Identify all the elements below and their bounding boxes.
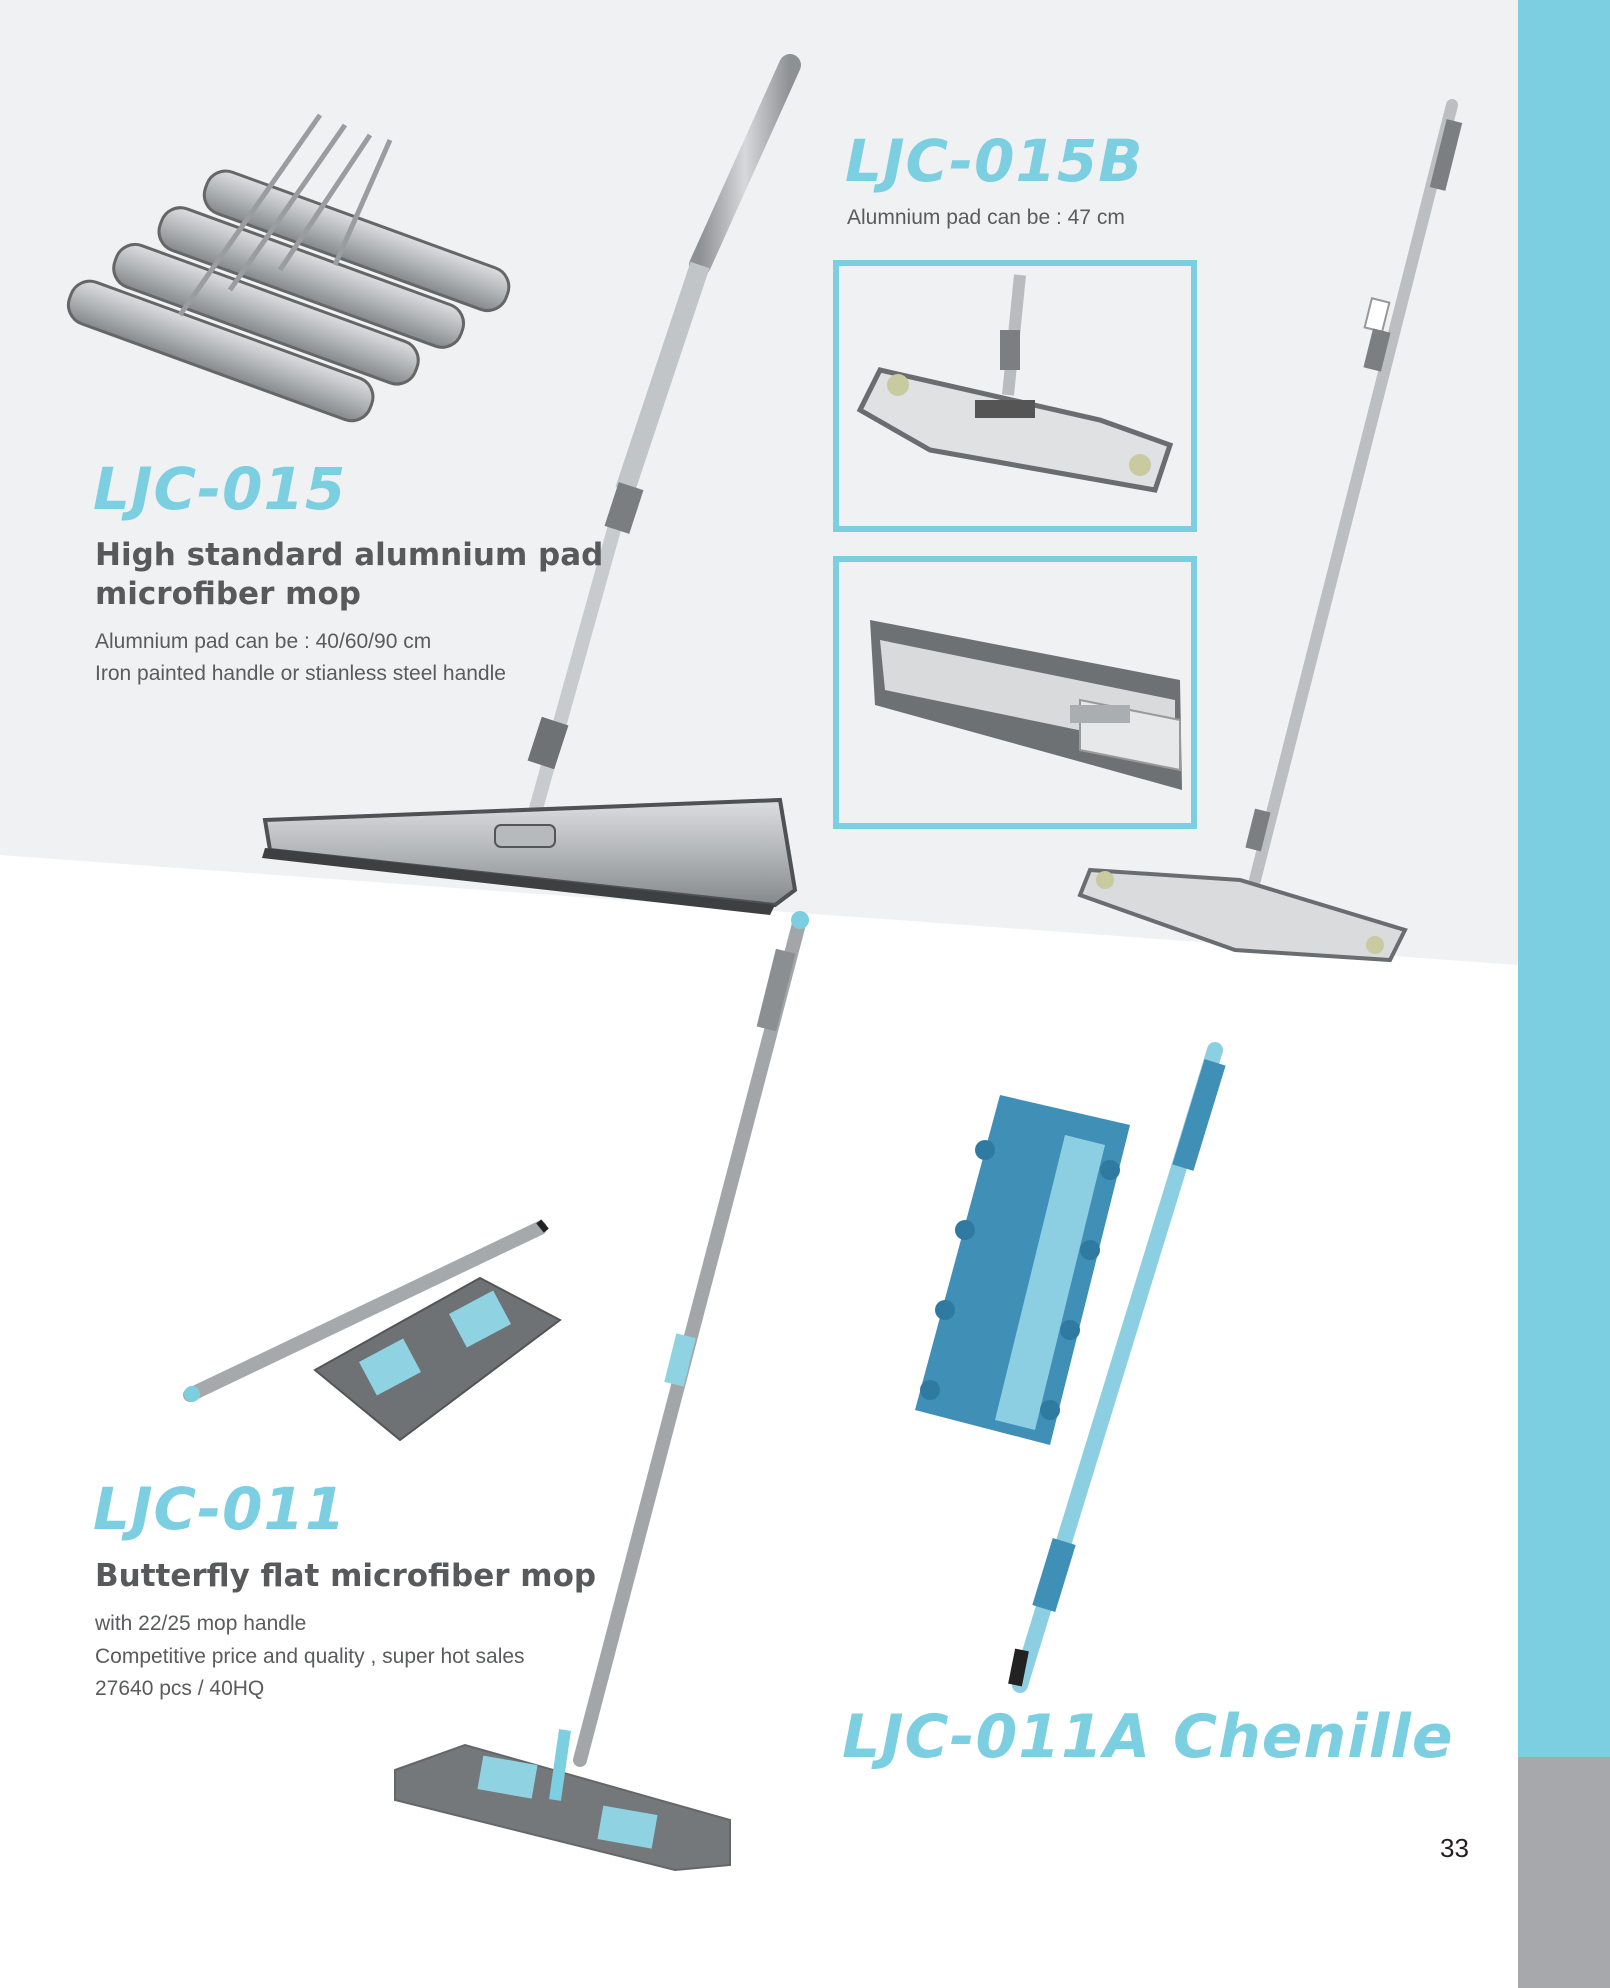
ljc-011a-chenille-mop-image (915, 1050, 1226, 1685)
ljc-015-code: LJC-015 (93, 455, 347, 523)
ljc-015b-detail-frame-top (833, 260, 1197, 532)
ljc-015-detail-2: Iron painted handle or stianless steel handle (95, 662, 506, 685)
sidebar-gray-band (1518, 1757, 1610, 1988)
ljc-015-title-line-1: High standard alumnium pad (95, 537, 604, 573)
sidebar-accent-band (1518, 0, 1610, 1757)
ljc-011-detail-1: with 22/25 mop handle (95, 1612, 307, 1635)
ljc-011-kit-image (184, 1224, 560, 1440)
ljc-015b-code: LJC-015B (845, 127, 1144, 195)
ljc-015b-detail-1: Alumnium pad can be : 47 cm (847, 206, 1125, 229)
ljc-015b-mop-image (1080, 105, 1462, 960)
ljc-015-detail-1: Alumnium pad can be : 40/60/90 cm (95, 630, 432, 653)
page-number: 33 (1440, 1833, 1469, 1863)
ljc-011a-code: LJC-011A Chenille (842, 1702, 1454, 1772)
ljc-011-detail-3: 27640 pcs / 40HQ (95, 1677, 265, 1700)
aluminium-pads-stack-image (63, 115, 515, 457)
ljc-011-detail-2: Competitive price and quality , super hot sales (95, 1645, 525, 1668)
ljc-015-title-line-2: microfiber mop (95, 576, 361, 612)
ljc-011-code: LJC-011 (93, 1475, 347, 1543)
ljc-011-title: Butterfly flat microfiber mop (95, 1558, 597, 1594)
ljc-015b-detail-frame-bottom (833, 556, 1197, 829)
